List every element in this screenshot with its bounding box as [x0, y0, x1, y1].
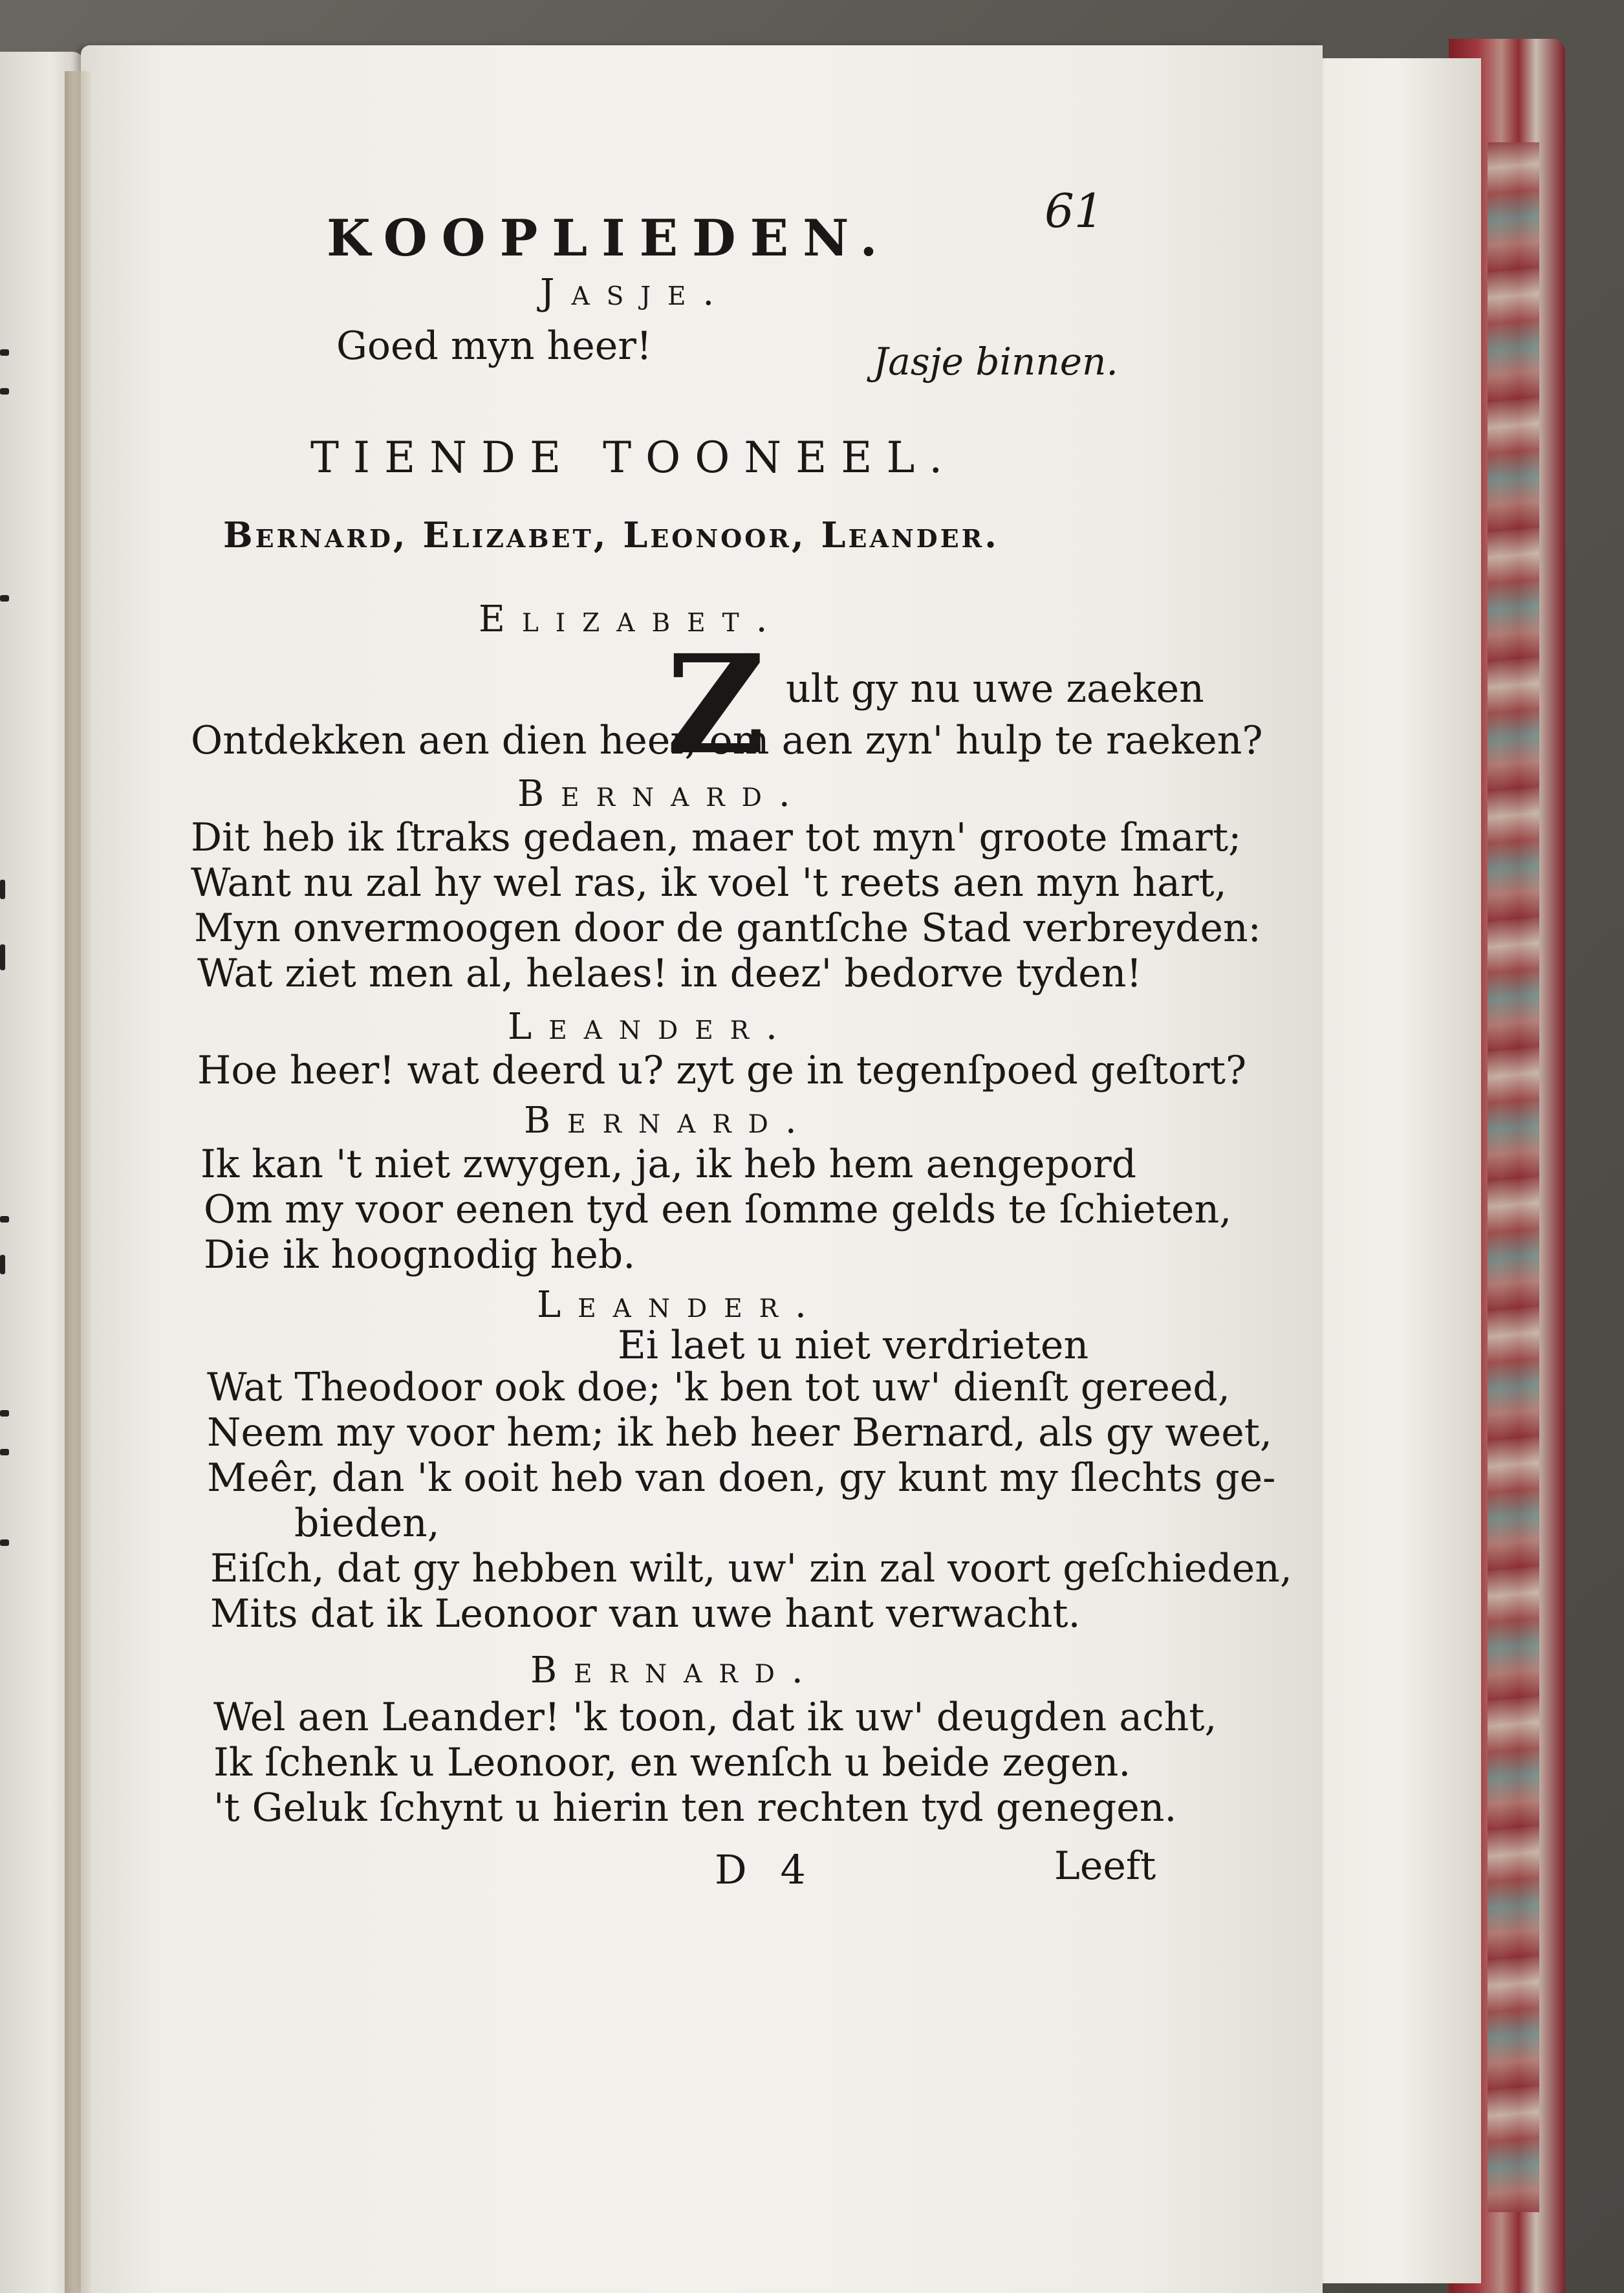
catchword: Leeft	[1054, 1843, 1156, 1889]
verse-line: Eiſch, dat gy hebben wilt, uw' zin zal voort geſchieden,	[210, 1546, 1292, 1591]
speaker-heading: Bernard.	[517, 773, 807, 815]
speaker-heading: Bernard.	[530, 1649, 820, 1691]
speaker-heading: Elizabet.	[479, 598, 785, 640]
speaker-heading: Leander.	[537, 1284, 823, 1326]
verse-line: Om my voor eenen tyd een ſomme gelds te ſchieten,	[204, 1187, 1232, 1232]
marbled-endpaper	[1488, 142, 1539, 2212]
speaker-heading: Bernard.	[524, 1100, 814, 1142]
left-page-text-fragments	[0, 52, 26, 2293]
verse-line: Neem my voor hem; ik heb heer Bernard, als gy weet,	[207, 1410, 1272, 1455]
verse-line: Ik ſchenk u Leonoor, en wenſch u beide zegen.	[213, 1740, 1131, 1785]
verse-line: ult gy nu uwe zaeken	[786, 666, 1204, 712]
running-head: KOOPLIEDEN.	[327, 209, 892, 268]
stage-direction: Jasje binnen.	[873, 340, 1118, 384]
verse-line: Wat ziet men al, helaes! in deez' bedorve tyden!	[197, 951, 1142, 996]
verse-line: Die ik hoognodig heb.	[204, 1232, 636, 1277]
verse-line: Hoe heer! wat deerd u? zyt ge in tegenſpoed geſtort?	[197, 1048, 1247, 1093]
verse-line: Ontdekken aen dien heer, om aen zyn' hulp te raeken?	[191, 718, 1263, 763]
scene-title: TIENDE TOONEEL.	[310, 433, 957, 483]
drop-capital: Z	[666, 625, 766, 785]
speaker-heading: Leander.	[508, 1006, 794, 1048]
book-gutter	[65, 71, 91, 2293]
verse-line: Wat Theodoor ook doe; 'k ben tot uw' dienſt gereed,	[207, 1365, 1230, 1410]
verse-line: Want nu zal hy wel ras, ik voel 't reets aen myn hart,	[191, 860, 1227, 906]
verse-line: Meêr, dan 'k ooit heb van doen, gy kunt my ſlechts ge-	[207, 1455, 1276, 1501]
verse-line: Wel aen Leander! 'k toon, dat ik uw' deugden acht,	[213, 1695, 1217, 1740]
signature-mark: D 4	[715, 1846, 816, 1893]
page-number: 61	[1045, 184, 1104, 238]
verse-line: Myn onvermoogen door de gantſche Stad verbreyden:	[194, 906, 1261, 951]
verse-line: 't Geluk ſchynt u hierin ten rechten tyd genegen.	[213, 1785, 1177, 1831]
verse-line: bieden,	[294, 1501, 440, 1546]
verse-line: Goed myn heer!	[336, 323, 652, 369]
speaker-jasje: Jasje.	[540, 272, 731, 314]
verse-line: Mits dat ik Leonoor van uwe hant verwacht.	[210, 1591, 1081, 1636]
verse-line: Ei laet u niet verdrieten	[618, 1323, 1089, 1368]
verse-line: Dit heb ik ſtraks gedaen, maer tot myn' groote ſmart;	[191, 815, 1242, 860]
cast-list: Bernard, Elizabet, Leonoor, Leander.	[223, 514, 999, 556]
verse-line: Ik kan 't niet zwygen, ja, ik heb hem aengepord	[200, 1142, 1137, 1187]
